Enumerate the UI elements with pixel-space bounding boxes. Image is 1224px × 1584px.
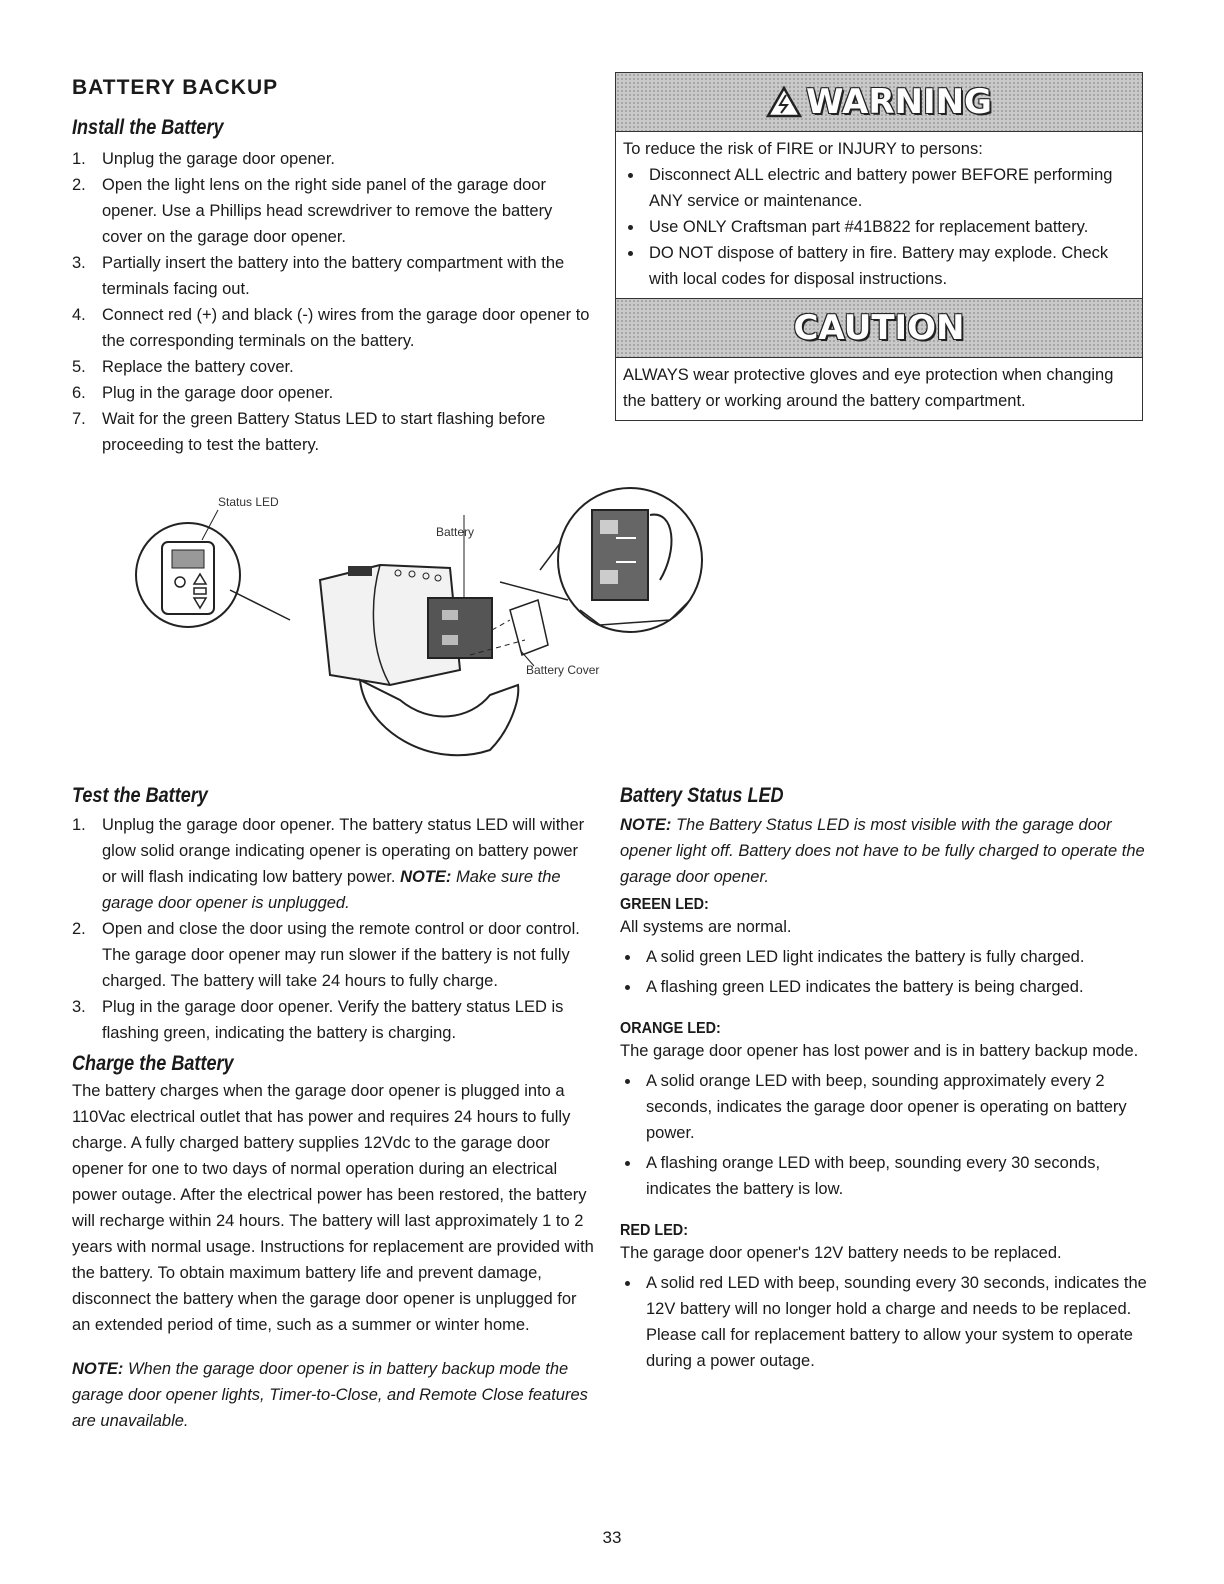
safety-box: [615, 72, 1143, 421]
orange-led-item: A flashing orange LED with beep, sounding every 30 seconds, indicates the battery is low.: [620, 1150, 1150, 1202]
warning-banner: [616, 73, 1142, 131]
warning-intro: To reduce the risk of FIRE or INJURY to persons:: [623, 140, 983, 158]
install-step: 3. Partially insert the battery into the battery compartment with the terminals facing out.: [72, 254, 565, 298]
page-number: 33: [602, 1528, 622, 1547]
warning-triangle-icon: [766, 86, 802, 118]
install-step: 1. Unplug the garage door opener.: [72, 150, 336, 168]
battery-cover-label: Battery Cover: [526, 663, 600, 677]
charge-heading: Charge the Battery: [72, 1052, 234, 1075]
test-steps: [72, 812, 596, 1046]
warning-item: DO NOT dispose of battery in fire. Battery may explode. Check with local codes for disposal instructions.: [623, 240, 1136, 292]
red-led-list: [620, 1270, 1150, 1374]
install-step: 4. Connect red (+) and black (-) wires from the garage door opener to the corresponding terminals on the battery.: [72, 306, 590, 350]
red-led-item: A solid red LED with beep, sounding every 30 seconds, indicates the 12V battery will no longer hold a charge and needs to be replaced. Please call for replacement battery to allow your system to operate during a power outage.: [620, 1270, 1150, 1374]
battery-cover-shape: [510, 600, 548, 655]
green-led-label: GREEN LED:: [620, 896, 709, 913]
warning-item: Disconnect ALL electric and battery power BEFORE performing ANY service or maintenance.: [623, 162, 1136, 214]
warning-title: WARNING: [806, 82, 992, 122]
orange-led-item: A solid orange LED with beep, sounding approximately every 2 seconds, indicates the garage door opener is operating on battery power.: [620, 1068, 1150, 1146]
install-heading: Install the Battery: [72, 116, 224, 139]
install-step: 6. Plug in the garage door opener.: [72, 384, 334, 402]
red-led-label: RED LED:: [620, 1222, 689, 1239]
caution-body: [616, 357, 1142, 420]
light-lens: [360, 680, 518, 755]
opener-knob: [348, 566, 372, 576]
battery-shape: [428, 598, 492, 658]
install-steps: [72, 146, 596, 458]
caution-text: ALWAYS wear protective gloves and eye protection when changing the battery or working around the battery compartment.: [623, 366, 1114, 410]
install-step: 7. Wait for the green Battery Status LED to start flashing before proceeding to test the battery.: [72, 410, 546, 454]
green-led-list: [620, 944, 1150, 1000]
caution-banner: [616, 298, 1142, 357]
warning-item: Use ONLY Craftsman part #41B822 for replacement battery.: [623, 214, 1136, 240]
red-led-intro: The garage door opener's 12V battery needs to be replaced.: [620, 1244, 1062, 1262]
status-note: NOTE: The Battery Status LED is most visible with the garage door opener light off. Battery does not have to be fully charged to operate the garage door opener.: [620, 816, 1145, 886]
test-battery-section: [72, 784, 596, 1434]
warning-body: [616, 131, 1142, 298]
battery-label: Battery: [436, 525, 475, 539]
battery-status-section: [620, 784, 1150, 1374]
orange-led-label: ORANGE LED:: [620, 1020, 721, 1037]
status-heading: Battery Status LED: [620, 784, 784, 807]
green-led-item: A flashing green LED indicates the battery is being charged.: [620, 974, 1150, 1000]
test-step: 3. Plug in the garage door opener. Verify the battery status LED is flashing green, indicating the battery is charging.: [72, 998, 564, 1042]
caution-title: CAUTION: [793, 308, 965, 348]
garage-opener-figure: [130, 470, 710, 770]
install-battery-section: [72, 116, 596, 458]
green-led-intro: All systems are normal.: [620, 918, 792, 936]
install-step: 2. Open the light lens on the right side panel of the garage door opener. Use a Phillips head screwdriver to remove the battery cover on the garage door opener.: [72, 176, 553, 246]
install-step: 5. Replace the battery cover.: [72, 358, 294, 376]
green-led-item: A solid green LED light indicates the battery is fully charged.: [620, 944, 1150, 970]
charge-note: NOTE: When the garage door opener is in battery backup mode the garage door opener lights, Timer-to-Close, and Remote Close features are unavailable.: [72, 1360, 588, 1430]
section-title: BATTERY BACKUP: [72, 76, 279, 99]
charge-text: The battery charges when the garage door opener is plugged into a 110Vac electrical outlet that has power and requires 24 hours to fully charge. A fully charged battery supplies 12Vdc to the garage door opener for one to two days of normal operation during an electrical power outage. After the electrical power has been restored, the battery will recharge within 24 hours. The battery will last approximately 1 to 2 years with normal usage. Instructions for replacement are provided with the battery. To obtain maximum battery life and prevent damage, disconnect the battery when the garage door opener is unplugged for an extended period of time, such as a summer or winter home.: [72, 1082, 594, 1334]
test-step: 1. Unplug the garage door opener. The battery status LED will wither glow solid orange indicating opener is operating on battery power or will flash indicating low battery power. NOTE: Make sure the garage door opener is unplugged.: [72, 816, 585, 912]
test-step: 2. Open and close the door using the remote control or door control. The garage door opener may run slower if the battery is not fully charged. The battery will take 24 hours to fully charge.: [72, 920, 580, 990]
status-led-label: Status LED: [218, 495, 279, 509]
orange-led-intro: The garage door opener has lost power and is in battery backup mode.: [620, 1042, 1139, 1060]
test-heading: Test the Battery: [72, 784, 208, 807]
orange-led-list: [620, 1068, 1150, 1202]
warning-list: [623, 162, 1136, 292]
